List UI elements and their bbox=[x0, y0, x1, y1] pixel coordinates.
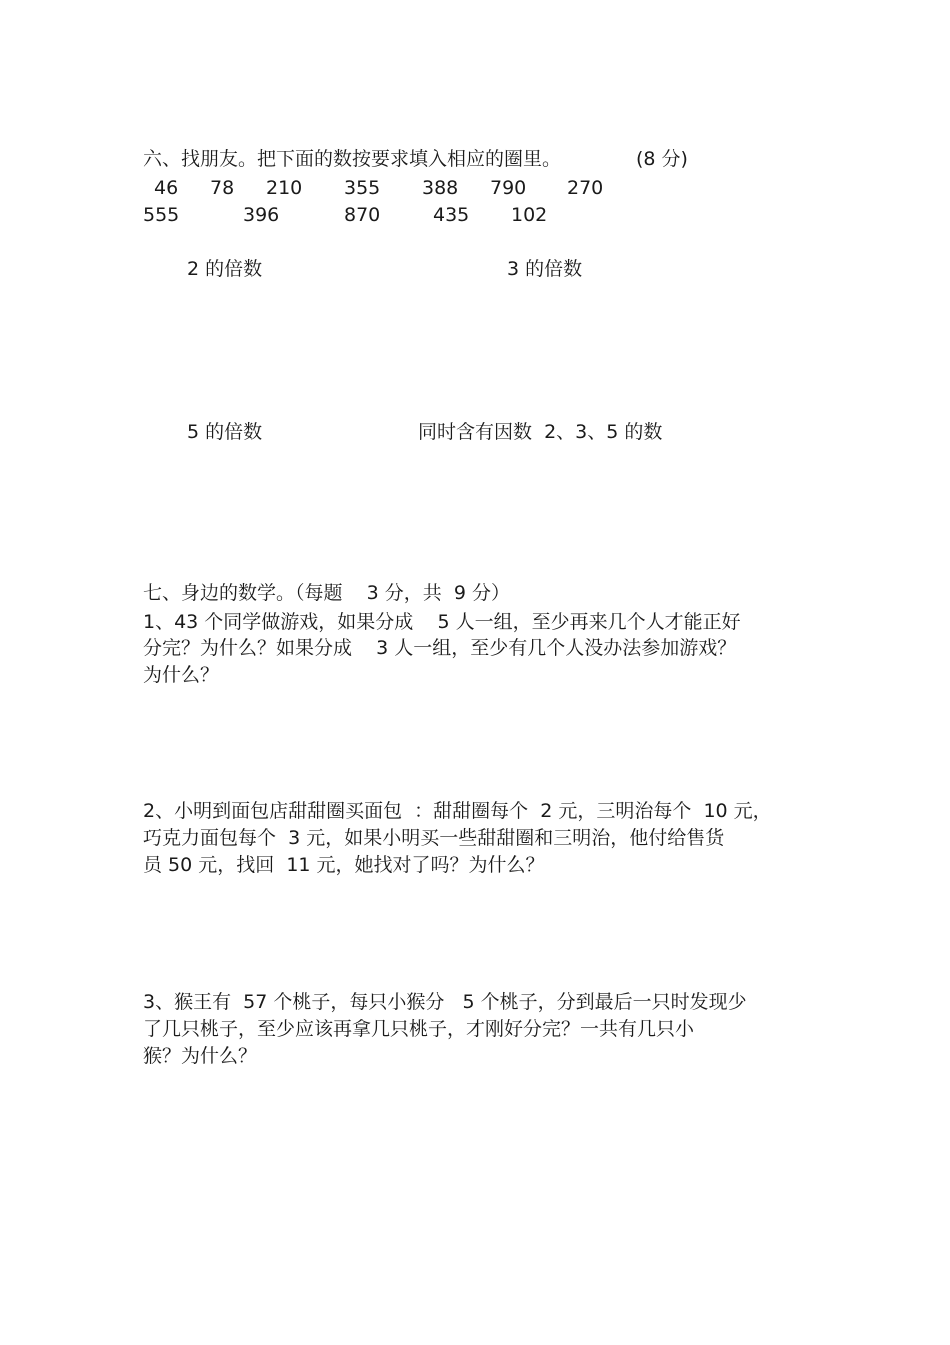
circle-label-factors-2-3-5: 同时含有因数 2、3、5 的数 bbox=[418, 421, 663, 443]
number-435: 435 bbox=[433, 204, 470, 226]
question-2-line-2: 巧克力面包每个 3 元，如果小明买一些甜甜圈和三明治，他付给售货 bbox=[143, 827, 725, 849]
question-1-line-2: 分完？为什么？如果分成 3 人一组，至少有几个人没办法参加游戏？ bbox=[143, 637, 737, 659]
question-1-line-3: 为什么？ bbox=[143, 664, 220, 686]
number-102: 102 bbox=[511, 204, 548, 226]
number-555: 555 bbox=[143, 204, 180, 226]
section6-score: (8 分) bbox=[636, 148, 688, 170]
circle-label-multiples-of-3: 3 的倍数 bbox=[507, 258, 583, 280]
section6-heading: 六、找朋友。把下面的数按要求填入相应的圈里。 bbox=[143, 148, 562, 170]
number-870: 870 bbox=[344, 204, 381, 226]
circle-label-multiples-of-2: 2 的倍数 bbox=[187, 258, 263, 280]
number-270: 270 bbox=[567, 177, 604, 199]
number-388: 388 bbox=[422, 177, 459, 199]
section7-heading: 七、身边的数学。（每题 3 分，共 9 分） bbox=[143, 582, 510, 604]
question-3-line-1: 3、猴王有 57 个桃子，每只小猴分 5 个桃子，分到最后一只时发现少 bbox=[143, 991, 747, 1013]
circle-label-multiples-of-5: 5 的倍数 bbox=[187, 421, 263, 443]
number-210: 210 bbox=[266, 177, 303, 199]
question-3-line-3: 猴？为什么？ bbox=[143, 1045, 258, 1067]
question-2-line-1: 2、小明到面包店甜甜圈买面包 ：甜甜圈每个 2 元，三明治每个 10 元， bbox=[143, 800, 772, 822]
number-78: 78 bbox=[210, 177, 235, 199]
question-1-line-1: 1、43 个同学做游戏，如果分成 5 人一组，至少再来几个人才能正好 bbox=[143, 611, 741, 633]
question-2-line-3: 员 50 元，找回 11 元，她找对了吗？为什么？ bbox=[143, 854, 545, 876]
number-46: 46 bbox=[154, 177, 179, 199]
number-355: 355 bbox=[344, 177, 381, 199]
number-790: 790 bbox=[490, 177, 527, 199]
number-396: 396 bbox=[243, 204, 280, 226]
question-3-line-2: 了几只桃子，至少应该再拿几只桃子，才刚好分完？一共有几只小 bbox=[143, 1018, 695, 1040]
